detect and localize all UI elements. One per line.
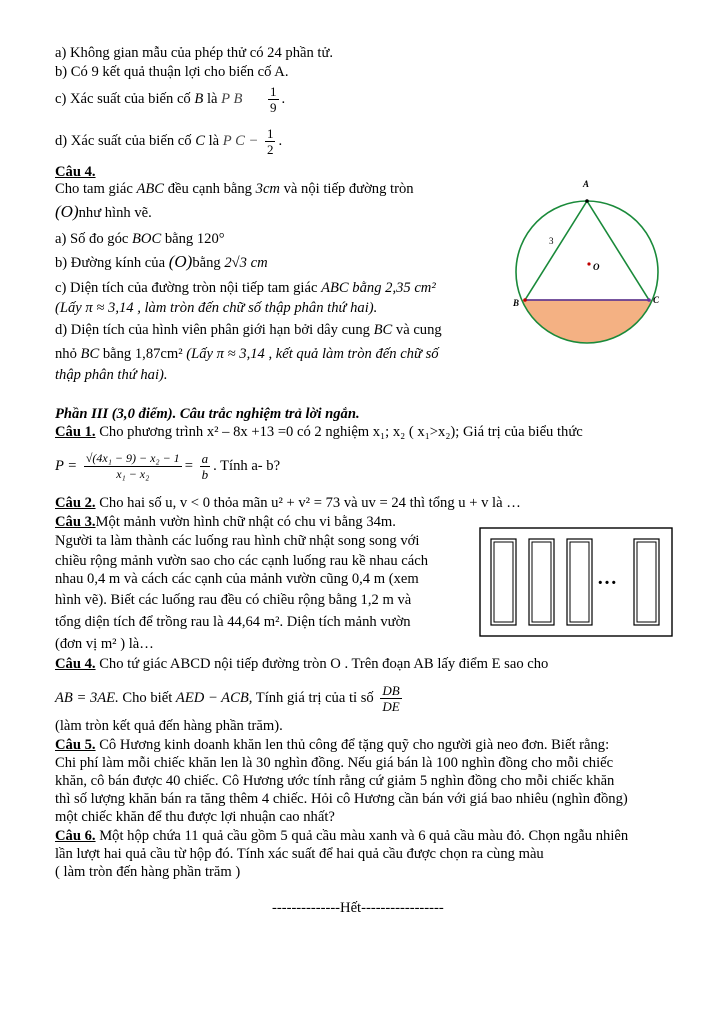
c4-line2: [55, 680, 405, 716]
c3-line5: hình vẽ). Biết các luống rau đều có chiều rộng bằng 1,2 m và: [55, 592, 412, 608]
cau4-line2: [55, 203, 152, 222]
cau4-d1c: và cung: [392, 322, 442, 338]
label-a: A: [583, 179, 590, 189]
c1-title: Câu 1.: [55, 424, 96, 440]
cau4-d1a: d) Diện tích của hình viên phân giới hạn bởi dây cung: [55, 322, 374, 338]
q3-item-d-var: C: [195, 133, 205, 149]
c5-line5: một chiếc khăn để thu được lợi nhuận cao nhất?: [55, 809, 335, 825]
cau4-item-d-line2: [55, 345, 439, 363]
cau4-a-expr: BOC: [132, 231, 162, 247]
c4-l2a: AB = 3AE.: [55, 690, 119, 706]
label-b: B: [513, 298, 520, 308]
cau4-l2a: (O): [55, 202, 79, 221]
c3-title: Câu 3.: [55, 514, 96, 530]
c4-fraction: [380, 683, 401, 714]
c6-title: Câu 6.: [55, 828, 96, 844]
c1-den: x₁ − x₂: [116, 467, 150, 482]
c4-num: DB: [382, 683, 400, 699]
q3-item-c-var: B: [194, 91, 204, 107]
q3-item-d-prefix: d) Xác suất của biến cố: [55, 133, 196, 149]
c3-line7: (đơn vị m² ) là…: [55, 636, 154, 652]
c2-text: Cho hai số u, v < 0 thỏa mãn u² + v² = 73 và uv = 24 thì tổng u + v là …: [95, 495, 521, 511]
q3-item-d-fraction: [265, 126, 276, 157]
cau4-line1: [55, 180, 414, 198]
q3-item-d-num: 1: [266, 126, 274, 142]
c3-line6: tổng diện tích để trồng rau là 44,64 m². Diện tích mảnh vườn: [55, 614, 411, 630]
cau4-b-prefix: b) Đường kính của: [55, 255, 169, 271]
point-b: [523, 298, 527, 302]
c4-l2b: Cho biết: [118, 690, 176, 706]
label-o: O: [593, 262, 600, 272]
q3-item-c-expr: P B: [221, 91, 243, 107]
c4-title: Câu 4.: [55, 656, 96, 672]
cau4-item-d-line1: [55, 321, 442, 339]
vegetable-bed-inner: [532, 542, 551, 622]
q3-item-d-expr: P C −: [222, 133, 259, 149]
cau4-b-var: (O): [168, 252, 193, 271]
c3-l1: Một mảnh vườn hình chữ nhật có chu vi bằng 34m.: [95, 514, 396, 530]
c4-l1: Cho tứ giác ABCD nội tiếp đường tròn O . Trên đoạn AB lấy điểm E sao cho: [95, 656, 549, 672]
q3-item-c-num: 1: [270, 84, 277, 100]
c1-ab-fraction: [200, 451, 211, 482]
c1-eq: =: [184, 458, 193, 474]
q3-item-c-fraction: [268, 84, 279, 115]
vegetable-bed: [529, 539, 554, 625]
circle-triangle-figure: [505, 172, 680, 362]
cau4-item-d-line3: thập phân thứ hai).: [55, 367, 168, 383]
q3-item-c: c) Xác suất của biến cố B là P B $\frac{1}{9}$ .: [55, 84, 286, 116]
c4-den: DE: [382, 699, 400, 715]
c4-line3: (làm tròn kết quả đến hàng phần trăm).: [55, 718, 283, 734]
c4-line1: [55, 655, 548, 673]
cau4-d2d: (Lấy π ≈ 3,14 , kết quả làm tròn đến chữ số: [186, 346, 439, 362]
label-c: C: [653, 295, 660, 305]
cau4-title: Câu 4.: [55, 164, 96, 180]
cau4-c1c: bằng 2,35 cm²: [348, 280, 436, 296]
c3-line1: [55, 513, 396, 531]
cau4-l1b: ABC: [136, 181, 165, 197]
c1-p: P =: [55, 458, 78, 474]
q3-item-d: d) Xác suất của biến cố C là P C − $\frac{1}{2}$ .: [55, 126, 283, 158]
garden-outline: [480, 528, 672, 636]
q3-item-d-den: 2: [266, 142, 274, 158]
c4-l2c: AED − ACB,: [175, 690, 253, 706]
c6-line2: lần lượt hai quả cầu từ hộp đó. Tính xác suất để hai quả cầu được chọn ra cùng màu: [55, 846, 544, 862]
vegetable-bed: [491, 539, 516, 625]
c5-line2: Chi phí làm mỗi chiếc khăn len là 30 nghìn đồng. Nếu giá bán là 100 nghìn đồng cho mỗi chiếc: [55, 755, 614, 771]
q3-item-a: a) Không gian mẫu của phép thử có 24 phần tử.: [55, 45, 334, 61]
cau4-d1b: BC: [373, 322, 393, 338]
cau4-c1b: ABC: [321, 280, 349, 296]
c1-tail: . Tính a- b?: [213, 458, 281, 474]
circular-segment: [505, 300, 680, 362]
vegetable-bed: [634, 539, 659, 625]
c5-line1: [55, 736, 609, 754]
cau4-a-prefix: a) Số đo góc: [55, 231, 133, 247]
c5-line4: thì số lượng khăn bán ra tăng thêm 4 chiếc. Hỏi cô Hương cần bán với giá bao nhiêu (nghìn đồng): [55, 791, 628, 807]
cau4-d2c: bằng 1,87cm²: [99, 346, 187, 362]
garden-figure: [478, 526, 676, 640]
part3-heading: Phần III (3,0 điểm). Câu trắc nghiệm trả lời ngắn.: [55, 406, 360, 422]
c2-line: [55, 494, 521, 512]
c6-line3: ( làm tròn đến hàng phần trăm ): [55, 864, 241, 880]
c2-title: Câu 2.: [55, 495, 96, 511]
cau4-item-b: [55, 253, 268, 272]
point-o: [587, 262, 590, 265]
c4-l2d: Tính giá trị của tỉ số: [252, 690, 374, 706]
cau4-item-c-line2: (Lấy π ≈ 3,14 , làm tròn đến chữ số thập phân thứ hai).: [55, 300, 378, 316]
c5-l1: Cô Hương kinh doanh khăn len thủ công để tặng quỹ cho người già neo đơn. Biết rằng:: [95, 737, 610, 753]
c5-line3: khăn, cô bán được 40 chiếc. Cô Hương ước tính rằng cứ giảm 5 nghìn đồng cho mỗi chiếc khăn: [55, 773, 615, 789]
point-a: [585, 199, 589, 203]
cau4-item-c-line1: [55, 279, 436, 297]
cau4-d2a: nhỏ: [55, 346, 81, 362]
c1-a: a: [201, 451, 209, 467]
c1-text: Cho phương trình x² – 8x +13 =0 có 2 nghiệm x₁; x₂ ( x₁>x₂); Giá trị của biểu thức: [95, 424, 583, 440]
cau4-b-mid: bằng: [192, 255, 225, 271]
vegetable-bed-inner: [637, 542, 656, 622]
q3-item-c-prefix: c) Xác suất của biến cố: [55, 91, 195, 107]
point-c: [647, 298, 651, 302]
c1-num: √(4x₁ − 9) − x₂ − 1: [85, 451, 180, 466]
c1-formula: [55, 444, 280, 488]
vegetable-bed-inner: [494, 542, 513, 622]
cau4-c1a: c) Diện tích của đường tròn nội tiếp tam giác: [55, 280, 322, 296]
q3-item-c-mid: là: [203, 91, 222, 107]
c5-title: Câu 5.: [55, 737, 96, 753]
label-side: 3: [549, 236, 554, 246]
cau4-l1c: đều cạnh bằng: [164, 181, 256, 197]
q3-item-d-mid: là: [204, 133, 223, 149]
garden-ellipsis: …: [597, 567, 617, 589]
cau4-l2b: như hình vẽ.: [78, 205, 152, 221]
cau4-d2b: BC: [80, 346, 100, 362]
c6-line1: [55, 827, 628, 845]
c3-line2: Người ta làm thành các luống rau hình chữ nhật song song với: [55, 533, 420, 549]
cau4-item-a: [55, 230, 225, 248]
vegetable-bed: [567, 539, 592, 625]
q3-item-c-den: 9: [270, 100, 277, 116]
cau4-l1d: 3cm: [255, 181, 280, 197]
vegetable-bed-inner: [570, 542, 589, 622]
cau4-b-val: 2√3 cm: [224, 255, 268, 271]
c6-l1: Một hộp chứa 11 quả cầu gồm 5 quả cầu màu xanh và 6 quả cầu màu đỏ. Chọn ngẫu nhiên: [95, 828, 629, 844]
end-marker: --------------Hết-----------------: [272, 900, 444, 916]
c3-line3: chiều rộng mảnh vườn sao cho các cạnh luống rau kề nhau cách: [55, 553, 429, 569]
q3-item-b: b) Có 9 kết quả thuận lợi cho biến cố A.: [55, 64, 289, 80]
c3-line4: nhau 0,4 m và cách các cạnh của mảnh vườn cũng 0,4 m (xem: [55, 571, 419, 587]
cau4-a-post: bằng 120°: [161, 231, 225, 247]
cau4-l1a: Cho tam giác: [55, 181, 137, 197]
cau4-l1e: và nội tiếp đường tròn: [279, 181, 414, 197]
c1-line1: [55, 423, 583, 441]
c1-main-fraction: [84, 451, 182, 482]
c1-b: b: [201, 467, 209, 483]
